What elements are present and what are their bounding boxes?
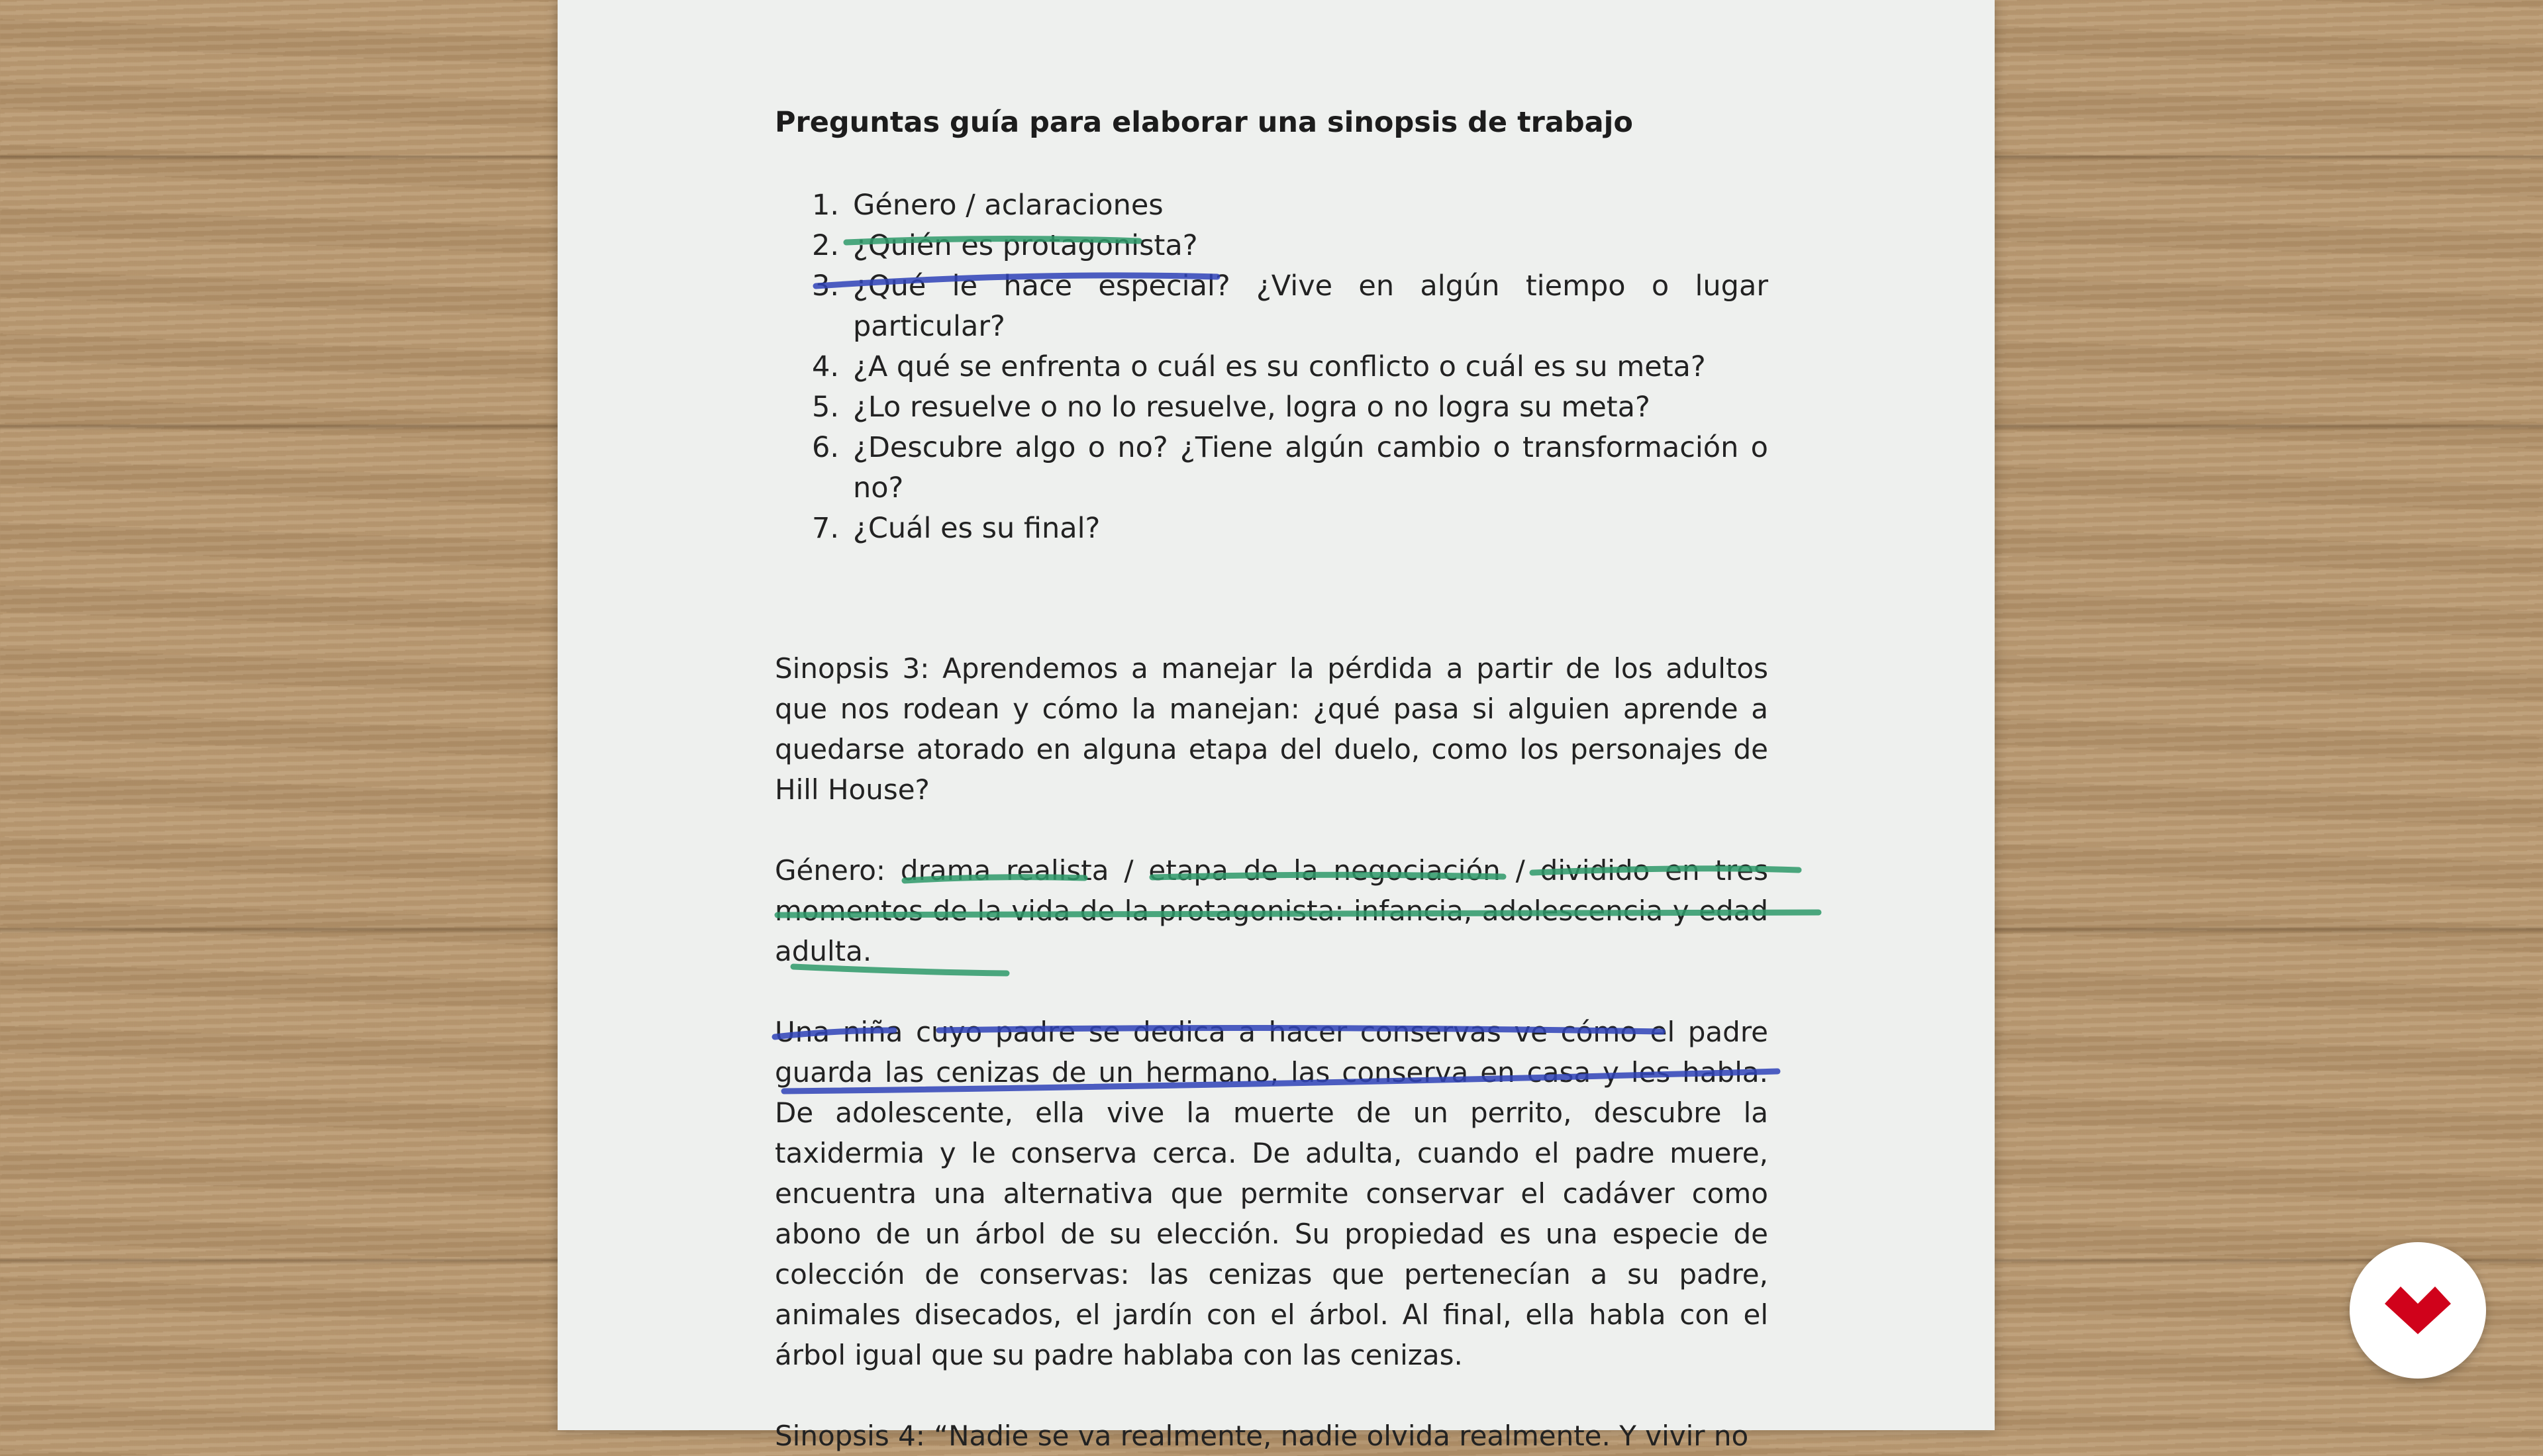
- genre-paragraph: Género: drama realista / etapa de la negociación / dividido en tres momentos de la vida de la protagonista: infancia, adolescencia y edad adulta.: [775, 854, 1768, 967]
- list-item: 6. ¿Descubre algo o no? ¿Tiene algún cambio o transformación o no?: [812, 431, 1768, 505]
- synopsis-3-intro: Sinopsis 3: Aprendemos a manejar la pérdida a partir de los adultos que nos rodean y cómo la manejan: ¿qué pasa si alguien aprende a quedarse atorado en alguna etapa del duelo, como los personajes de Hill House?: [775, 652, 1768, 806]
- list-item: 1. Género / aclaraciones: [812, 189, 1164, 222]
- questions-list: [812, 185, 1768, 549]
- list-item: 7. ¿Cuál es su final?: [812, 512, 1101, 545]
- list-item: 3. ¿Qué le hace especial? ¿Vive en algún tiempo o lugar particular?: [812, 269, 1768, 343]
- document-title: Preguntas guía para elaborar una sinopsis de trabajo: [775, 106, 1633, 139]
- list-item: 5. ¿Lo resuelve o no lo resuelve, logra o no logra su meta?: [812, 391, 1650, 424]
- list-item: 4. ¿A qué se enfrenta o cuál es su conflicto o cuál es su meta?: [812, 350, 1706, 383]
- brand-logo[interactable]: [2350, 1242, 2486, 1379]
- document-content: [775, 106, 1768, 1456]
- synopsis-4-intro: Sinopsis 4: “Nadie se va realmente, nadie olvida realmente. Y vivir no: [775, 1420, 1749, 1452]
- story-paragraph: Una niña cuyo padre se dedica a hacer conservas ve cómo el padre guarda las cenizas de un hermano, las conserva en casa y les habla. De adolescente, ella vive la muerte de un perrito, descubre la taxidermia y le conserva cerca. De adulta, cuando el padre muere, encuentra una alternativa que permite conservar el cadáver como abono de un árbol de su elección. Su propiedad es una especie de colección de conservas: las cenizas que pertenecían a su padre, animales disecados, el jardín con el árbol. Al final, ella habla con el árbol igual que su padre hablaba con las cenizas.: [775, 1016, 1768, 1371]
- paper-sheet: [558, 0, 1995, 1452]
- list-item: 2. ¿Quién es protagonista?: [812, 229, 1198, 262]
- chevron-down-logo-icon: [2385, 1286, 2451, 1334]
